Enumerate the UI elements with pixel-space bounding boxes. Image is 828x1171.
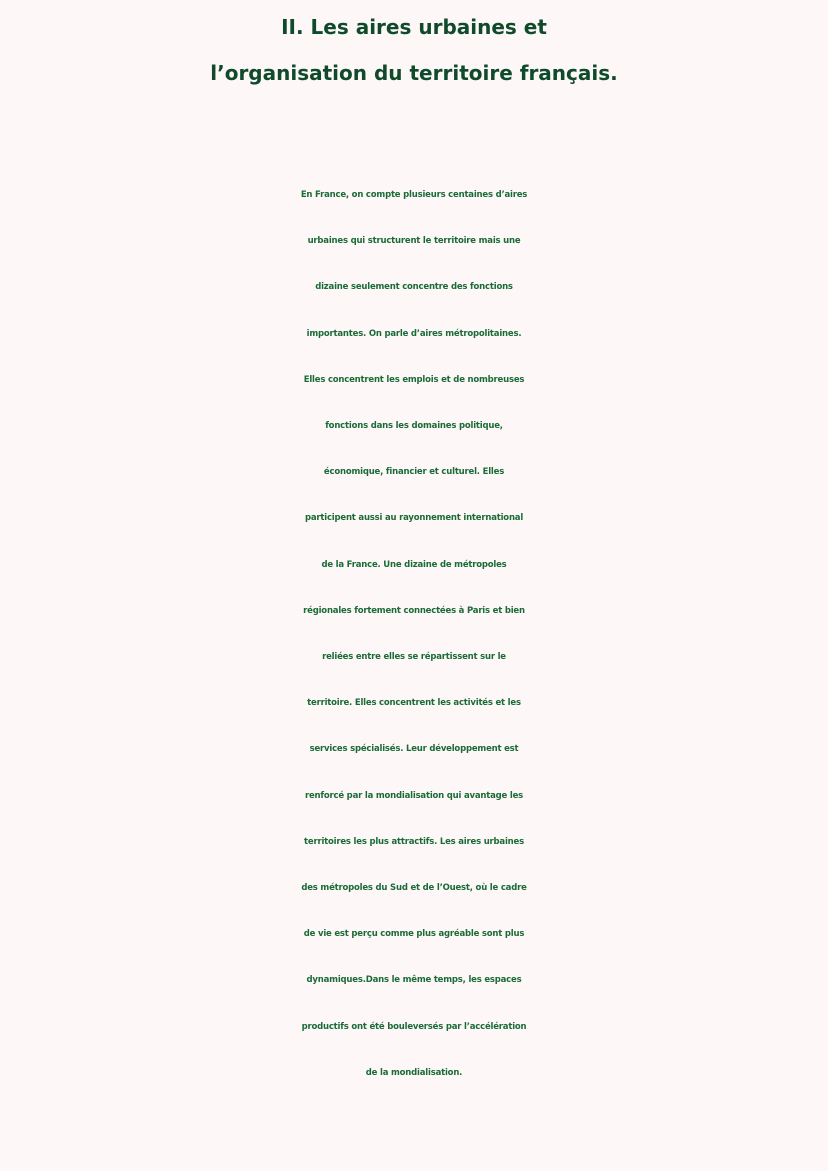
paragraph-line: Elles concentrent les emplois et de nombreuses xyxy=(303,374,525,385)
paragraph-line: productifs ont été bouleversés par l’accélération xyxy=(301,1021,527,1032)
paragraph-line: En France, on compte plusieurs centaines d’aires xyxy=(300,190,528,200)
paragraph-line: reliées entre elles se répartissent sur le xyxy=(322,652,506,663)
paragraph-line: dynamiques.Dans le même temps, les espaces xyxy=(306,975,522,986)
title-line: II. Les aires urbaines et xyxy=(281,15,547,39)
paragraph-line: territoire. Elles concentrent les activités et les xyxy=(307,698,521,709)
body-paragraph xyxy=(0,172,828,1096)
paragraph-line: territoires les plus attractifs. Les aires urbaines xyxy=(304,836,524,847)
paragraph-line: renforcé par la mondialisation qui avantage les xyxy=(304,790,524,801)
paragraph-line: fonctions dans les domaines politique, xyxy=(325,421,503,432)
paragraph-line: économique, financier et culturel. Elles xyxy=(323,467,505,478)
paragraph-line: de la mondialisation. xyxy=(365,1067,463,1078)
paragraph-line: importantes. On parle d’aires métropolitaines. xyxy=(306,328,522,339)
paragraph-line: régionales fortement connectées à Paris et bien xyxy=(303,605,525,616)
paragraph-line: participent aussi au rayonnement international xyxy=(304,513,524,524)
paragraph-line: services spécialisés. Leur développement est xyxy=(309,744,519,755)
paragraph-line: de la France. Une dizaine de métropoles xyxy=(321,559,507,570)
page-title xyxy=(0,4,828,96)
title-line: l’organisation du territoire français. xyxy=(210,61,618,85)
paragraph-line: des métropoles du Sud et de l’Ouest, où le cadre xyxy=(301,883,527,894)
paragraph-line: urbaines qui structurent le territoire mais une xyxy=(307,236,521,247)
paragraph-line: dizaine seulement concentre des fonctions xyxy=(315,282,513,293)
paragraph-line: de vie est perçu comme plus agréable sont plus xyxy=(303,929,525,940)
